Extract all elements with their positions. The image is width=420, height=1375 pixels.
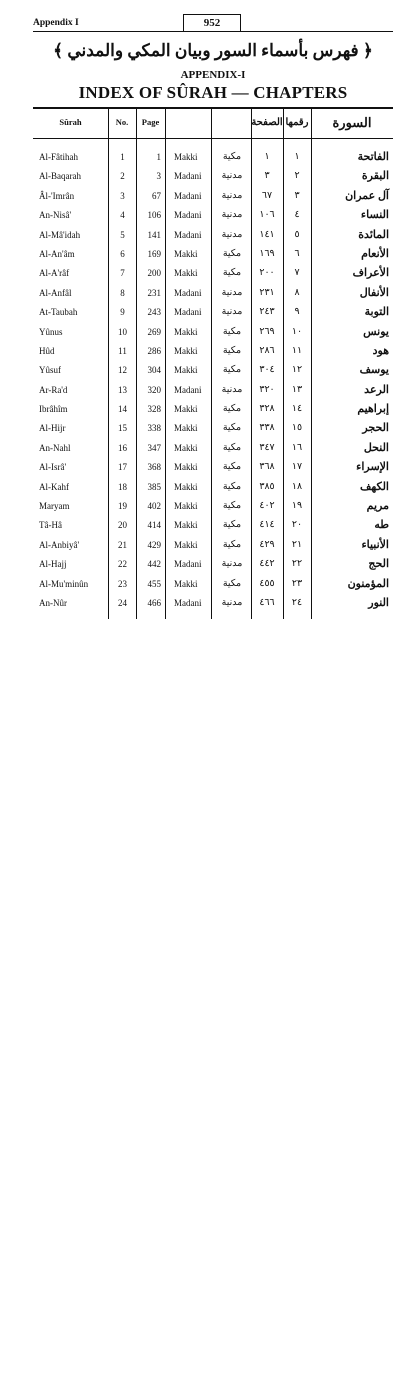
surah-number-ar: ٩ xyxy=(294,307,300,318)
table-row xyxy=(33,167,393,186)
surah-number: 23 xyxy=(118,578,127,589)
surah-name: Yûsuf xyxy=(39,365,61,376)
page-number-cell: 200 xyxy=(147,268,161,279)
page-number-cell: 67 xyxy=(152,190,161,201)
surah-name: Al-Isrâ' xyxy=(39,462,67,473)
surah-name-ar: الفاتحة xyxy=(357,151,389,163)
surah-name-ar: يونس xyxy=(363,325,389,338)
revelation-type-ar: مكية xyxy=(222,442,242,453)
surah-number: 18 xyxy=(118,481,127,492)
page-number-ar: ٢٨٦ xyxy=(259,345,275,356)
surah-number: 24 xyxy=(118,597,127,608)
page-number-cell: 304 xyxy=(147,365,161,376)
surah-name-ar: آل عمران xyxy=(345,189,389,202)
revelation-type-ar: مدنية xyxy=(221,597,243,608)
table-row xyxy=(33,458,393,477)
revelation-type: Makki xyxy=(174,345,198,356)
revelation-type: Madani xyxy=(174,307,202,318)
table-row xyxy=(33,555,393,574)
page-number-cell: 269 xyxy=(147,326,161,337)
surah-name: Tâ-Hâ xyxy=(39,520,62,531)
revelation-type-ar: مكية xyxy=(222,345,242,356)
revelation-type: Makki xyxy=(174,248,198,259)
index-table xyxy=(33,107,393,621)
column-header-type xyxy=(165,107,211,138)
page-number-cell: 231 xyxy=(147,287,161,298)
page-number-cell: 455 xyxy=(147,578,161,589)
table-row xyxy=(33,497,393,516)
surah-number: 17 xyxy=(118,462,127,473)
revelation-type-ar: مكية xyxy=(222,268,242,279)
revelation-type: Makki xyxy=(174,520,198,531)
revelation-type-ar: مكية xyxy=(222,152,242,162)
page-number-cell: 243 xyxy=(147,307,161,318)
surah-name: Al-A'râf xyxy=(39,268,70,279)
page-number-cell: 328 xyxy=(147,404,161,415)
revelation-type: Madani xyxy=(174,190,202,201)
page-number-ar: ٣٣٨ xyxy=(259,423,275,434)
surah-number-ar: ٣ xyxy=(294,190,300,201)
column-header-page: Page xyxy=(141,117,160,127)
surah-name-ar: المؤمنون xyxy=(347,577,389,590)
page-number-ar: ٢٦٩ xyxy=(259,326,275,337)
page-number-ar: ٣٢٨ xyxy=(259,404,275,415)
revelation-type-ar: مكية xyxy=(222,365,242,376)
surah-name-ar: البقرة xyxy=(361,170,389,183)
revelation-type: Makki xyxy=(174,462,198,473)
surah-number-ar: ١٧ xyxy=(291,462,303,473)
page-number-cell: 347 xyxy=(147,442,161,453)
surah-number-ar: ٤ xyxy=(294,210,300,221)
surah-name-ar: مريم xyxy=(366,500,389,513)
page-number-ar: ٢٣١ xyxy=(259,287,275,298)
page-number: 952 xyxy=(183,14,241,32)
surah-number: 12 xyxy=(118,365,127,376)
surah-number: 11 xyxy=(118,345,127,356)
table-row xyxy=(33,516,393,535)
surah-number: 5 xyxy=(120,229,125,240)
page-number-cell: 414 xyxy=(147,520,161,531)
surah-number-ar: ٢ xyxy=(294,171,300,182)
revelation-type-ar: مكية xyxy=(222,423,242,434)
page-number-cell: 1 xyxy=(156,152,161,162)
table-header-row xyxy=(33,107,393,138)
table-row xyxy=(33,264,393,283)
surah-name: Ar-Ra'd xyxy=(39,384,68,395)
surah-name-ar: يوسف xyxy=(359,364,389,377)
surah-number: 2 xyxy=(120,171,125,182)
table-row xyxy=(33,323,393,342)
surah-name-ar: الحجر xyxy=(362,422,389,435)
revelation-type-ar: مكية xyxy=(222,539,242,550)
revelation-type-ar: مكية xyxy=(222,481,242,492)
table-row xyxy=(33,342,393,361)
surah-name-ar: النساء xyxy=(360,209,389,222)
surah-name-ar: طه xyxy=(374,519,389,532)
page-number-cell: 3 xyxy=(156,171,161,182)
surah-number: 21 xyxy=(118,539,127,550)
page-number-ar: ٤٥٥ xyxy=(259,578,275,589)
surah-number: 1 xyxy=(120,152,125,162)
revelation-type: Makki xyxy=(174,578,198,589)
revelation-type: Madani xyxy=(174,287,202,298)
surah-name: Al-Mâ'idah xyxy=(39,229,81,240)
table-row xyxy=(33,245,393,264)
surah-number-ar: ٨ xyxy=(294,287,300,298)
surah-number-ar: ١٣ xyxy=(291,384,303,395)
revelation-type: Makki xyxy=(174,404,198,415)
surah-number: 7 xyxy=(120,268,125,279)
table-row xyxy=(33,206,393,225)
column-header-page-ar: الصفحة xyxy=(251,117,283,128)
surah-name-ar: هود xyxy=(372,344,389,357)
revelation-type: Madani xyxy=(174,384,202,395)
surah-number-ar: ١٨ xyxy=(291,481,303,492)
surah-name: At-Taubah xyxy=(39,307,78,318)
revelation-type-ar: مدنية xyxy=(221,307,243,318)
page-number-ar: ١ xyxy=(264,152,270,162)
revelation-type: Makki xyxy=(174,539,198,550)
table-row xyxy=(33,419,393,438)
table-row xyxy=(33,381,393,400)
revelation-type-ar: مدنية xyxy=(221,559,243,570)
surah-name-ar: الكهف xyxy=(360,480,389,493)
surah-number-ar: ١١ xyxy=(291,345,303,356)
surah-number: 20 xyxy=(118,520,127,531)
table-row xyxy=(33,148,393,167)
page-number-cell: 338 xyxy=(147,423,161,434)
revelation-type-ar: مكية xyxy=(222,404,242,415)
running-label: Appendix I xyxy=(33,18,79,28)
surah-name-ar: الأنعام xyxy=(361,247,389,260)
table-row xyxy=(33,575,393,594)
surah-number-ar: ٢٤ xyxy=(291,597,303,608)
revelation-type-ar: مدنية xyxy=(221,190,243,201)
surah-number: 14 xyxy=(118,404,127,415)
surah-name: An-Nisâ' xyxy=(39,210,72,221)
surah-number-ar: ٥ xyxy=(294,229,300,240)
surah-name: Ibrâhîm xyxy=(39,404,68,415)
revelation-type: Madani xyxy=(174,229,202,240)
surah-number-ar: ١٩ xyxy=(291,501,303,512)
revelation-type: Madani xyxy=(174,597,202,608)
page-number-ar: ٣٨٥ xyxy=(259,481,275,492)
table-row xyxy=(33,303,393,322)
surah-number-ar: ٧ xyxy=(294,268,300,279)
surah-number: 6 xyxy=(120,248,125,259)
page-number-cell: 368 xyxy=(147,462,161,473)
surah-name: Al-Hijr xyxy=(39,423,66,434)
table-row xyxy=(33,361,393,380)
revelation-type: Makki xyxy=(174,501,198,512)
page-number-ar: ٣٢٠ xyxy=(259,384,275,395)
arabic-title: ﴿ فهرس بأسماء السور وبيان المكي والمدني ﴾ xyxy=(53,41,373,60)
revelation-type: Makki xyxy=(174,365,198,376)
table-row xyxy=(33,226,393,245)
page-number-ar: ٤١٤ xyxy=(259,520,275,531)
page-number-ar: ١٤١ xyxy=(259,229,275,240)
surah-name: Al-Fâtihah xyxy=(39,152,78,162)
page-number-cell: 169 xyxy=(147,248,161,259)
page-number-cell: 106 xyxy=(147,210,161,221)
revelation-type: Makki xyxy=(174,326,198,337)
surah-number-ar: ١٤ xyxy=(291,404,303,415)
page-number-ar: ٣٦٨ xyxy=(259,462,275,473)
surah-name-ar: التوبة xyxy=(364,306,389,319)
revelation-type-ar: مكية xyxy=(222,462,242,473)
revelation-type-ar: مدنية xyxy=(221,229,243,240)
revelation-type: Makki xyxy=(174,481,198,492)
surah-name-ar: النحل xyxy=(363,441,389,454)
surah-number: 16 xyxy=(118,442,127,453)
index-title: INDEX OF SÛRAH — CHAPTERS xyxy=(78,83,348,102)
appendix-label: APPENDIX-I xyxy=(180,69,246,81)
surah-name-ar: الإسراء xyxy=(356,461,389,474)
revelation-type-ar: مكية xyxy=(222,578,242,589)
page-number-ar: ٣٠٤ xyxy=(259,365,275,376)
revelation-type-ar: مكية xyxy=(222,520,242,531)
page-number-ar: ١٠٦ xyxy=(259,210,275,221)
column-header-type-ar xyxy=(211,107,251,138)
surah-number: 3 xyxy=(120,190,125,201)
revelation-type-ar: مكية xyxy=(222,326,242,337)
surah-number-ar: ٢٠ xyxy=(291,520,303,531)
revelation-type-ar: مدنية xyxy=(221,171,243,182)
surah-name: Al-Baqarah xyxy=(39,171,81,182)
page-number-ar: ٤٢٩ xyxy=(259,539,275,550)
surah-name: Al-Hajj xyxy=(39,559,67,570)
revelation-type: Makki xyxy=(174,268,198,279)
surah-name: Al-Mu'minûn xyxy=(39,578,89,589)
surah-number-ar: ٢١ xyxy=(291,539,303,550)
surah-number-ar: ١٥ xyxy=(291,423,303,434)
surah-number: 19 xyxy=(118,501,127,512)
revelation-type-ar: مدنية xyxy=(221,384,243,395)
header-rule xyxy=(33,31,393,32)
page-number-ar: ٤٠٢ xyxy=(259,501,275,512)
table-row xyxy=(33,284,393,303)
surah-number-ar: ١٦ xyxy=(291,442,303,453)
page-number-ar: ١٦٩ xyxy=(259,248,275,259)
surah-name: Maryam xyxy=(39,501,70,512)
surah-number: 9 xyxy=(120,307,125,318)
page-number-cell: 141 xyxy=(147,229,161,240)
surah-number: 10 xyxy=(118,326,127,337)
table-body xyxy=(33,148,393,613)
page-number-cell: 466 xyxy=(147,597,161,608)
revelation-type-ar: مكية xyxy=(222,501,242,512)
table-header-rule xyxy=(33,138,393,139)
page-number-cell: 442 xyxy=(147,559,161,570)
page-number-ar: ٤٤٢ xyxy=(259,559,275,570)
revelation-type-ar: مدنية xyxy=(221,287,243,298)
surah-number-ar: ٢٣ xyxy=(291,578,303,589)
revelation-type: Madani xyxy=(174,559,202,570)
column-header-surah-ar: السورة xyxy=(332,115,372,130)
surah-name: Al-An'âm xyxy=(39,248,75,259)
surah-name-ar: إبراهيم xyxy=(357,403,389,416)
page-number-cell: 402 xyxy=(147,501,161,512)
surah-name: Yûnus xyxy=(39,326,63,337)
page-number-ar: ٢٤٣ xyxy=(259,307,275,318)
revelation-type: Makki xyxy=(174,442,198,453)
table-row xyxy=(33,187,393,206)
revelation-type: Makki xyxy=(174,423,198,434)
surah-number-ar: ١٢ xyxy=(291,365,303,376)
page-number-cell: 385 xyxy=(147,481,161,492)
revelation-type: Madani xyxy=(174,171,202,182)
surah-name: Al-Anfâl xyxy=(39,287,72,298)
table-row xyxy=(33,400,393,419)
table-row xyxy=(33,439,393,458)
surah-name-ar: الحج xyxy=(368,558,389,571)
surah-name: An-Nûr xyxy=(39,597,67,608)
surah-name: Hûd xyxy=(39,345,55,356)
surah-name-ar: الرعد xyxy=(364,383,389,396)
surah-name: Âl-'Imrân xyxy=(39,190,75,201)
surah-name: Al-Kahf xyxy=(39,481,69,492)
page-number-ar: ٣٤٧ xyxy=(259,442,275,453)
surah-name: An-Nahl xyxy=(39,442,71,453)
surah-name-ar: النور xyxy=(368,596,389,609)
column-header-no: No. xyxy=(115,117,129,127)
surah-name-ar: الأنفال xyxy=(359,286,389,299)
table-row xyxy=(33,594,393,613)
page-number-ar: ٢٠٠ xyxy=(259,268,275,279)
page-header xyxy=(33,14,393,34)
surah-number-ar: ٦ xyxy=(294,248,300,259)
revelation-type: Madani xyxy=(174,210,202,221)
surah-number: 4 xyxy=(120,210,125,221)
surah-number-ar: ١ xyxy=(294,152,300,162)
surah-number: 22 xyxy=(118,559,127,570)
page-number-ar: ٦٧ xyxy=(261,190,273,201)
table-row xyxy=(33,536,393,555)
column-header-surah: Sûrah xyxy=(59,117,82,127)
page-number-ar: ٣ xyxy=(264,171,270,182)
table-row xyxy=(33,478,393,497)
surah-number: 8 xyxy=(120,287,125,298)
surah-name: Al-Anbiyâ' xyxy=(39,539,80,550)
revelation-type-ar: مكية xyxy=(222,248,242,259)
surah-number-ar: ٢٢ xyxy=(291,559,303,570)
column-header-no-ar: رقمها xyxy=(285,117,309,128)
surah-name-ar: الأنبياء xyxy=(361,538,389,551)
surah-number-ar: ١٠ xyxy=(291,326,303,337)
surah-number: 13 xyxy=(118,384,127,395)
surah-name-ar: الأعراف xyxy=(352,267,389,280)
page-number-ar: ٤٦٦ xyxy=(259,597,275,608)
revelation-type-ar: مدنية xyxy=(221,210,243,221)
surah-number: 15 xyxy=(118,423,127,434)
revelation-type: Makki xyxy=(174,152,198,162)
page-number-cell: 286 xyxy=(147,345,161,356)
page-number-cell: 320 xyxy=(147,384,161,395)
page-number-cell: 429 xyxy=(147,539,161,550)
surah-name-ar: المائدة xyxy=(358,228,389,241)
